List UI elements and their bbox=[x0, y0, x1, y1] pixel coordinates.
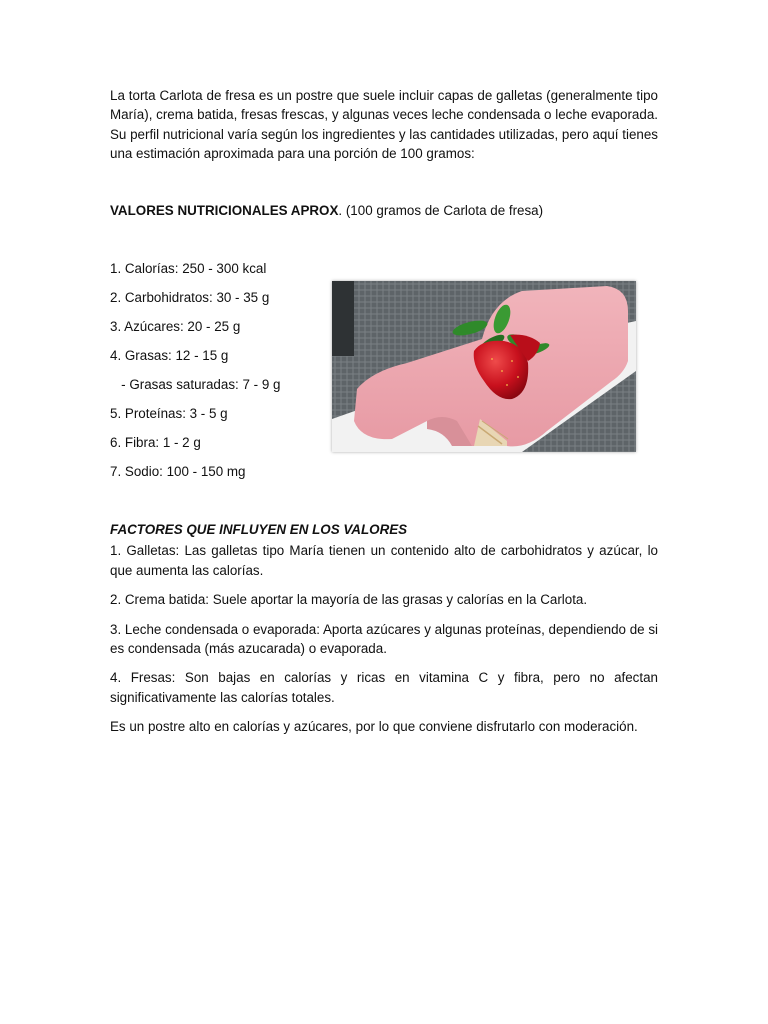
nutrition-item: 3. Azúcares: 20 - 25 g bbox=[110, 319, 241, 334]
nutrition-item: 1. Calorías: 250 - 300 kcal bbox=[110, 261, 267, 276]
nutrition-item: 5. Proteínas: 3 - 5 g bbox=[110, 406, 228, 421]
factor-item: 3. Leche condensada o evaporada: Aporta azúcares y algunas proteínas, dependiendo de si es condensada (más azucarada) o evaporada. bbox=[110, 621, 658, 657]
nutrition-heading-suffix: . (100 gramos de Carlota de fresa) bbox=[338, 203, 544, 218]
factor-item: 2. Crema batida: Suele aportar la mayoría de las grasas y calorías en la Carlota. bbox=[110, 592, 588, 608]
factor-item: 1. Galletas: Las galletas tipo María tienen un contenido alto de carbohidratos y azúcar, lo que aumenta las calorías. bbox=[110, 543, 658, 578]
nutrition-item: 7. Sodio: 100 - 150 mg bbox=[110, 464, 246, 479]
carlota-photo bbox=[332, 281, 636, 452]
nutrition-heading bbox=[110, 201, 658, 220]
nutrition-item: 2. Carbohidratos: 30 - 35 g bbox=[110, 290, 270, 305]
nutrition-heading-bold: VALORES NUTRICIONALES APROX bbox=[110, 203, 339, 218]
carlota-illustration bbox=[332, 281, 636, 452]
factors-heading: FACTORES QUE INFLUYEN EN LOS VALORES bbox=[110, 522, 408, 537]
nutrition-list bbox=[110, 259, 320, 491]
factors-section bbox=[110, 520, 658, 747]
conclusion: Es un postre alto en calorías y azúcares, por lo que conviene disfrutarlo con moderación. bbox=[110, 719, 638, 735]
nutrition-item: 6. Fibra: 1 - 2 g bbox=[110, 435, 201, 450]
intro-paragraph: La torta Carlota de fresa es un postre que suele incluir capas de galletas (generalmente tipo María), crema batida, fresas frescas, y algunas veces leche condensada o leche evaporada. Su perfil nutricional varía según los ingredientes y las cantidades utilizadas, pero aquí tienes una estimación aproximada para una porción de 100 gramos: bbox=[110, 88, 658, 162]
factor-item: 4. Fresas: Son bajas en calorías y ricas en vitamina C y fibra, pero no afectan significativamente las calorías totales. bbox=[110, 670, 658, 705]
nutrition-item: 4. Grasas: 12 - 15 g bbox=[110, 348, 229, 363]
nutrition-item: - Grasas saturadas: 7 - 9 g bbox=[110, 377, 281, 392]
